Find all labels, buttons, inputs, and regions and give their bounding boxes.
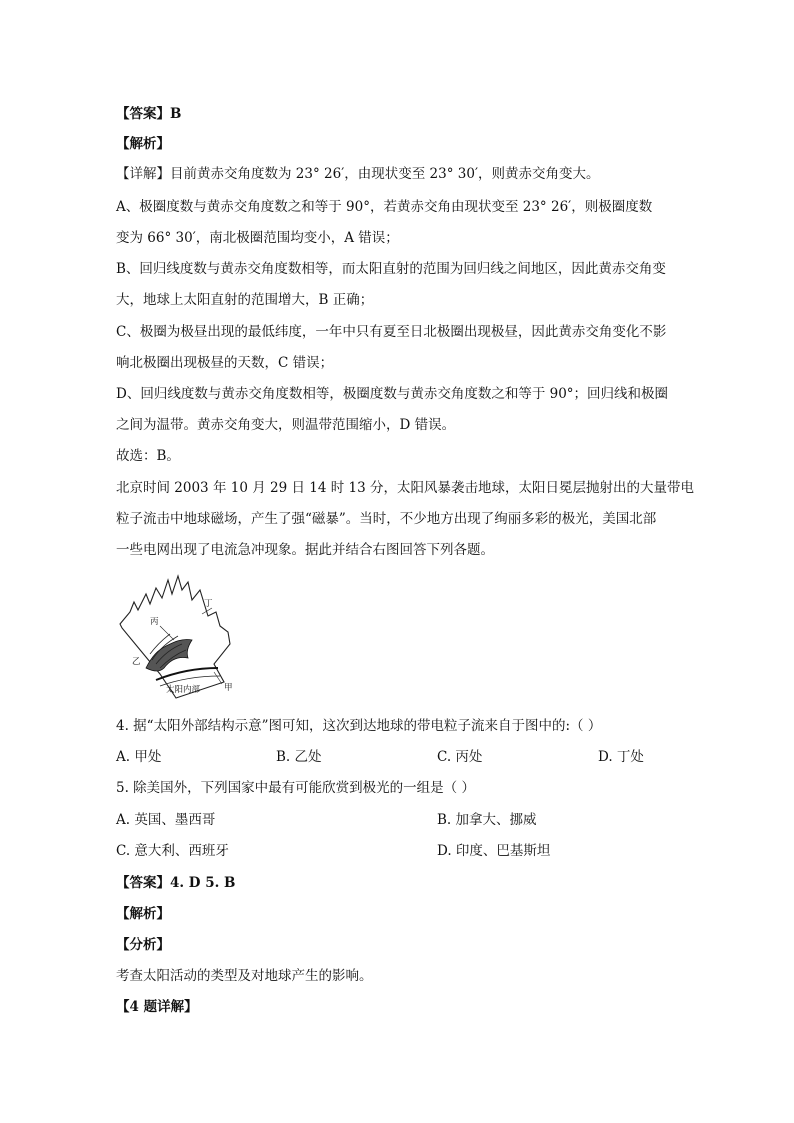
q4-detail-label: 【4 题详解】 — [116, 999, 198, 1015]
label-bing: 丙 — [150, 617, 159, 627]
sun-structure-svg — [116, 568, 240, 700]
corona-outline — [120, 576, 230, 698]
q5-option-d: D. 印度、巴基斯坦 — [437, 843, 551, 859]
q4-option-b: B. 乙处 — [276, 749, 322, 765]
answer-label: 【答案】B — [116, 106, 182, 122]
sun-structure-diagram — [116, 568, 240, 700]
question-4-stem: 4. 据“太阳外部结构示意”图可知，这次到达地球的带电粒子流来自于图中的:（ ） — [116, 718, 602, 734]
passage-line3: 一些电网出现了电流急冲现象。据此并结合右图回答下列各题。 — [116, 542, 494, 558]
choose-answer: 故选：B。 — [116, 448, 180, 464]
q4-option-a: A. 甲处 — [116, 749, 162, 765]
analysis-label-2: 【解析】 — [116, 906, 170, 922]
option-c-explanation-line2: 响北极圈出现极昼的天数，C 错误； — [116, 355, 334, 371]
q4-option-d: D. 丁处 — [598, 749, 644, 765]
option-d-explanation-line1: D、回归线度数与黄赤交角度数相等，极圈度数与黄赤交角度数之和等于 90°；回归线和极圈 — [116, 386, 669, 402]
option-a-explanation-line2: 变为 66° 30′，南北极圈范围均变小，A 错误； — [116, 230, 399, 246]
analysis-label: 【解析】 — [116, 136, 170, 152]
passage-line1: 北京时间 2003 年 10 月 29 日 14 时 13 分，太阳风暴袭击地球，太阳日冕层抛射出的大量带电 — [116, 480, 694, 496]
label-sun-interior: 太阳内部 — [166, 685, 201, 695]
option-b-explanation-line1: B、回归线度数与黄赤交角度数相等，而太阳直射的范围为回归线之间地区，因此黄赤交角变 — [116, 261, 666, 277]
option-d-explanation-line2: 之间为温带。黄赤交角变大，则温带范围缩小，D 错误。 — [116, 417, 456, 433]
passage-line2: 粒子流击中地球磁场，产生了强“磁暴”。当时，不少地方出现了绚丽多彩的极光，美国北部 — [116, 511, 657, 527]
q5-option-a: A. 英国、墨西哥 — [116, 812, 216, 828]
question-5-stem: 5. 除美国外，下列国家中最有可能欣赏到极光的一组是（ ） — [116, 780, 475, 796]
fenxi-text: 考查太阳活动的类型及对地球产生的影响。 — [116, 968, 373, 984]
option-a-explanation-line1: A、极圈度数与黄赤交角度数之和等于 90°，若黄赤交角由现状变至 23° 26′，则极圈度数 — [116, 199, 653, 215]
label-jia: 甲 — [224, 683, 233, 693]
option-b-explanation-line2: 大，地球上太阳直射的范围增大，B 正确； — [116, 292, 374, 308]
answer-label-2: 【答案】4. D 5. B — [116, 875, 236, 891]
q4-option-c: C. 丙处 — [437, 749, 483, 765]
fenxi-label: 【分析】 — [116, 937, 170, 953]
label-yi: 乙 — [132, 657, 141, 667]
q5-option-b: B. 加拿大、挪威 — [437, 812, 537, 828]
detail-paragraph: 【详解】目前黄赤交角度数为 23° 26′，由现状变至 23° 30′，则黄赤交角变大。 — [116, 166, 600, 182]
option-c-explanation-line1: C、极圈为极昼出现的最低纬度，一年中只有夏至日北极圈出现极昼，因此黄赤交角变化不影 — [116, 324, 667, 340]
label-ding: 丁 — [204, 599, 213, 609]
q5-option-c: C. 意大利、西班牙 — [116, 843, 229, 859]
